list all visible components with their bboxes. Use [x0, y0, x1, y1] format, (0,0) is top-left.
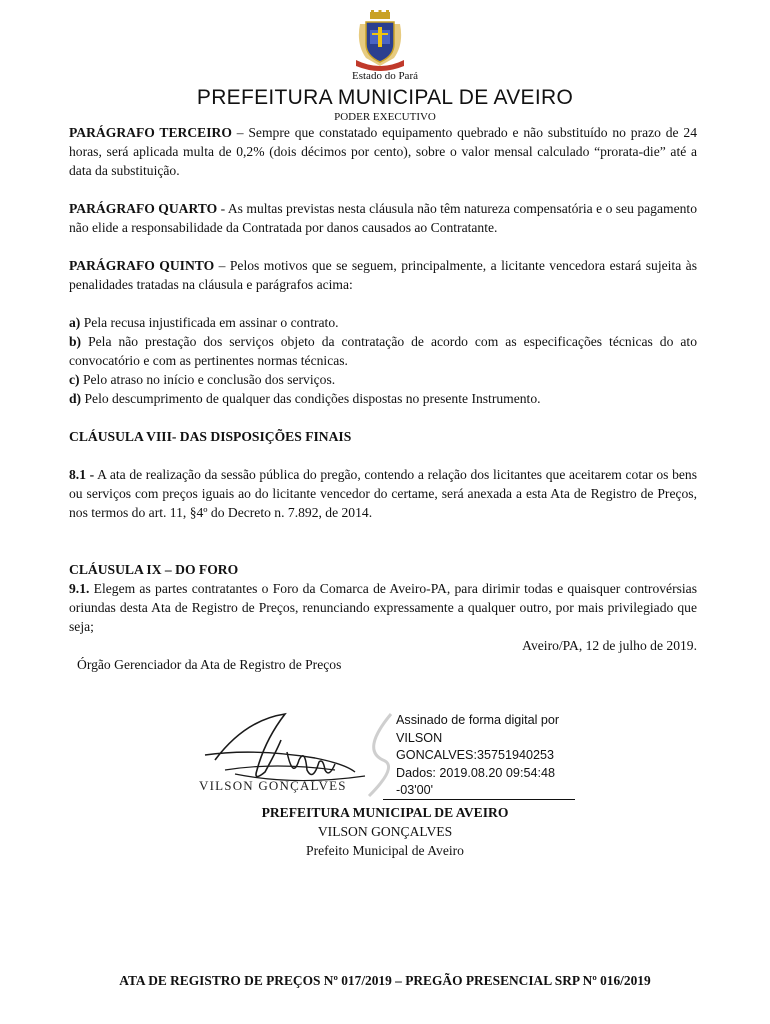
motivo-d	[69, 389, 697, 408]
motivo-b	[69, 332, 697, 370]
page-footer: ATA DE REGISTRO DE PREÇOS Nº 017/2019 – PREGÃO PRESENCIAL SRP Nº 016/2019	[119, 973, 651, 988]
signer-block	[0, 803, 770, 860]
digital-line: -03'00'	[396, 783, 434, 797]
motivo-a	[69, 313, 697, 332]
clausula-viii-heading: CLÁUSULA VIII- DAS DISPOSIÇÕES FINAIS	[69, 429, 352, 444]
signer-role: Prefeito Municipal de Aveiro	[306, 843, 464, 858]
clausula-ix-item	[69, 579, 697, 636]
signature-line	[383, 799, 575, 800]
signer-name: VILSON GONÇALVES	[317, 824, 453, 839]
header-subtitle: PODER EXECUTIVO	[334, 111, 436, 123]
signature-printed-name: VILSON GONÇALVES	[199, 778, 347, 793]
clausula-viii-item-text: A ata de realização da sessão pública do pregão, contendo a relação dos licitantes que aceitarem cotar os bens ou serviços com preços iguais ao do licitante vencedor do certame, será anexada a esta Ata de Registro de Preços, nos termos do art. 11, §4º do Decreto n. 7.892, de 2014.	[69, 467, 697, 520]
signer-org: PREFEITURA MUNICIPAL DE AVEIRO	[261, 805, 509, 820]
digital-signature-stamp	[396, 712, 559, 800]
paragrafo-terceiro-text: – Sempre que constatado equipamento quebrado e não substituído no prazo de 24 horas, será aplicada multa de 0,2% (dois décimos por cento), sobre o valor mensal calculado “prorata-die” até a data da substituição.	[69, 125, 697, 178]
motivo-a-letter: a)	[69, 315, 81, 330]
paragrafo-quarto-label: PARÁGRAFO QUARTO	[69, 201, 218, 216]
municipal-crest-icon	[352, 10, 408, 76]
paragrafo-quinto-text: – Pelos motivos que se seguem, principalmente, a licitante vencedora estará sujeita às penalidades tratadas na cláusula e parágrafos acima:	[69, 258, 697, 292]
header-title: PREFEITURA MUNICIPAL DE AVEIRO	[196, 86, 574, 109]
motivo-d-text: Pelo descumprimento de qualquer das condições dispostas no presente Instrumento.	[81, 391, 541, 406]
motivo-a-text: Pela recusa injustificada em assinar o contrato.	[80, 315, 339, 330]
paragrafo-quarto-text: - As multas previstas nesta cláusula não têm natureza compensatória e o seu pagamento não elide a responsabilidade da Contratada por danos causados ao Contratante.	[69, 201, 697, 235]
motivo-d-letter: d)	[69, 391, 82, 406]
digital-line: VILSON	[396, 730, 443, 745]
digital-line: GONCALVES:35751940253	[396, 748, 554, 762]
paragrafo-quinto-label: PARÁGRAFO QUINTO	[69, 258, 215, 273]
clausula-viii-item-label: 8.1 -	[69, 467, 95, 482]
clausula-ix-item-text: Elegem as partes contratantes o Foro da Comarca de Aveiro-PA, para dirimir todas e quaisquer controvérsias oriundas desta Ata de Registro de Preços, renunciando expressamente a qualquer outro, por mais privilegiado que seja;	[69, 581, 697, 634]
clausula-ix-item-label: 9.1.	[69, 581, 90, 596]
paragrafo-quinto	[69, 256, 697, 294]
paragrafo-quarto	[69, 199, 697, 237]
paragrafo-terceiro-label: PARÁGRAFO TERCEIRO	[69, 125, 232, 140]
orgao-gerenciador: Órgão Gerenciador da Ata de Registro de Preços	[77, 657, 342, 672]
motivo-b-letter: b)	[69, 334, 82, 349]
clausula-ix-heading: CLÁUSULA IX – DO FORO	[69, 562, 239, 577]
motivo-c-letter: c)	[69, 372, 80, 387]
motivo-c	[69, 370, 697, 389]
digital-line: Assinado de forma digital por	[396, 713, 560, 727]
document-body	[69, 123, 697, 674]
motivo-c-text: Pelo atraso no início e conclusão dos serviços.	[79, 372, 336, 387]
signature-block	[195, 700, 595, 800]
paragrafo-terceiro	[69, 123, 697, 180]
place-date: Aveiro/PA, 12 de julho de 2019.	[522, 638, 697, 653]
motivo-b-text: Pela não prestação dos serviços objeto da contratação de acordo com as especificações técnicas do ato convocatório e com as pertinentes normas técnicas.	[69, 334, 697, 368]
clausula-viii-item	[69, 465, 697, 522]
digital-line: Dados: 2019.08.20 09:54:48	[396, 765, 555, 780]
header-state: Estado do Pará	[352, 70, 418, 82]
